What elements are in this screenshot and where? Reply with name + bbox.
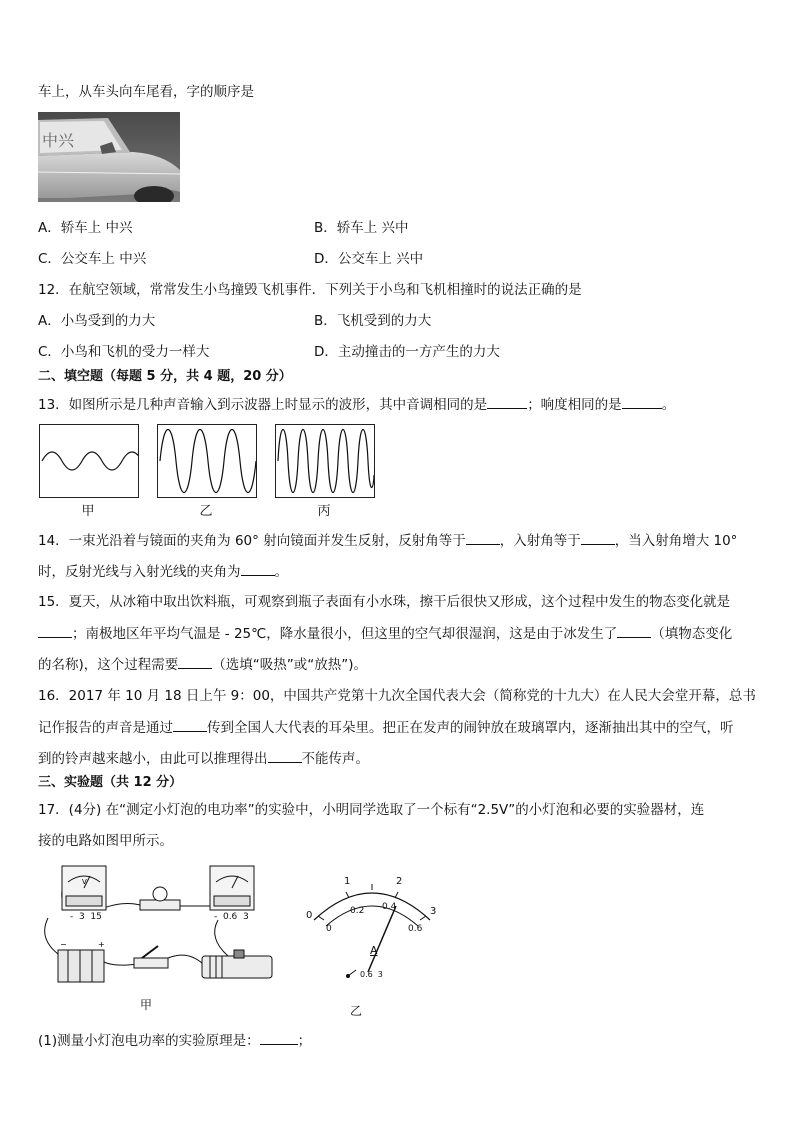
voltmeter-terminals: - 3 15 (70, 912, 102, 922)
ammeter-dial-figure (302, 872, 442, 1020)
waveform-caption-jia: 甲 (81, 504, 95, 519)
q14-blank-2 (581, 530, 615, 545)
scale-top-3: 3 (430, 906, 437, 917)
q15-line-2: ；南极地区年平均气温是 - 25℃，降水量很小，但这里的空气却很湿润，这是由于冰发生了 （填物态变化 (38, 623, 732, 644)
meter-symbol: A (370, 944, 378, 957)
q13-blank-1 (487, 394, 527, 409)
svg-text:+: + (98, 940, 105, 949)
lamp (140, 887, 180, 910)
q12-option-b: B．飞机受到的力大 (314, 313, 432, 329)
q15-blank-1 (38, 623, 72, 638)
q11-option-c: C．公交车上 中兴 (38, 251, 147, 267)
waveform-yi (157, 424, 257, 498)
rheostat (202, 950, 272, 978)
switch (134, 946, 168, 968)
scale-bottom-3: 0.6 (408, 924, 423, 934)
scale-bottom-1: 0.2 (350, 906, 365, 916)
scale-bottom-0: 0 (326, 924, 332, 934)
q11-option-b: B．轿车上 兴中 (314, 220, 409, 236)
circuit-diagram (38, 858, 278, 1018)
q13-blank-2 (622, 394, 662, 409)
waveform-jia (39, 424, 139, 498)
figure-b-caption: 乙 (350, 1004, 363, 1018)
battery (58, 940, 105, 982)
q12-stem: 12．在航空领域，常常发生小鸟撞毁飞机事件．下列关于小鸟和飞机相撞时的说法正确的是 (38, 282, 582, 298)
scale-top-2: 2 (396, 876, 403, 887)
q17-sub-1: (1)测量小灯泡电功率的实验原理是： ； (38, 1030, 311, 1051)
q11-option-d: D．公交车上 兴中 (314, 251, 424, 267)
svg-text:−: − (60, 940, 67, 949)
meter-needle (368, 906, 396, 972)
q15-line-1: 15．夏天，从冰箱中取出饮料瓶，可观察到瓶子表面有小水珠，擦干后很快又形成，这个过程中发生的物态变化就是 (38, 594, 731, 610)
q17-line-1: 17．(4分) 在“测定小灯泡的电功率”的实验中，小明同学选取了一个标有“2.5V”的小灯泡和必要的实验器材，连 (38, 802, 705, 818)
scale-bottom-2: 0.4 (382, 902, 397, 912)
q16-line-1: 16．2017 年 10 月 18 日上午 9：00，中国共产党第十九次全国代表大会（简称党的十九大）在人民大会堂开幕，总书 (38, 688, 756, 704)
q16-line-2: 记作报告的声音是通过 传到全国人大代表的耳朵里。把正在发声的闹钟放在玻璃罩内，逐渐抽出其中的空气，听 (38, 717, 734, 738)
q16-blank-1 (173, 717, 207, 732)
q16-line-3: 到的铃声越来越小，由此可以推理得出 不能传声。 (38, 748, 369, 769)
q15-line-3: 的名称)，这个过程需要 （选填“吸热”或“放热”)。 (38, 654, 367, 675)
q17-blank-1 (260, 1030, 298, 1045)
q13-stem: 13．如图所示是几种声音输入到示波器上时显示的波形，其中音调相同的是 ；响度相同的是 。 (38, 394, 675, 415)
car-window-text: 中兴 (42, 131, 75, 150)
q12-option-a: A．小鸟受到的力大 (38, 313, 156, 329)
waveform-bing (275, 424, 375, 498)
q15-blank-3 (178, 654, 212, 669)
q17-line-2: 接的电路如图甲所示。 (38, 833, 173, 849)
q15-blank-2 (617, 623, 651, 638)
q14-line-2: 时，反射光线与入射光线的夹角为 。 (38, 561, 288, 582)
q14-line-1: 14．一束光沿着与镜面的夹角为 60° 射向镜面并发生反射，反射角等于 ，入射角等于 ，当入射角增大 10° (38, 530, 737, 551)
figure-a-caption: 甲 (140, 998, 153, 1012)
voltmeter (62, 866, 106, 910)
car-photo (38, 112, 180, 202)
q14-blank-1 (466, 530, 500, 545)
q11-stem: 车上，从车头向车尾看，字的顺序是 (38, 84, 254, 100)
scale-top-1: 1 (344, 876, 351, 887)
q14-blank-3 (241, 561, 275, 576)
waveform-caption-bing: 丙 (317, 504, 331, 519)
svg-text:V: V (82, 878, 87, 886)
meter-terminals: 0.6 3 (360, 970, 383, 979)
q12-option-d: D．主动撞击的一方产生的力大 (314, 344, 500, 360)
scale-top-0: 0 (306, 910, 313, 921)
section-2-title: 二、填空题（每题 5 分，共 4 题，20 分） (38, 369, 292, 384)
q16-blank-2 (268, 748, 302, 763)
section-3-title: 三、实验题（共 12 分） (38, 775, 183, 790)
ammeter-terminals: - 0.6 3 (214, 912, 249, 922)
q11-option-a: A．轿车上 中兴 (38, 220, 133, 236)
waveform-caption-yi: 乙 (199, 504, 213, 519)
ammeter (210, 866, 254, 910)
q12-option-c: C．小鸟和飞机的受力一样大 (38, 344, 210, 360)
